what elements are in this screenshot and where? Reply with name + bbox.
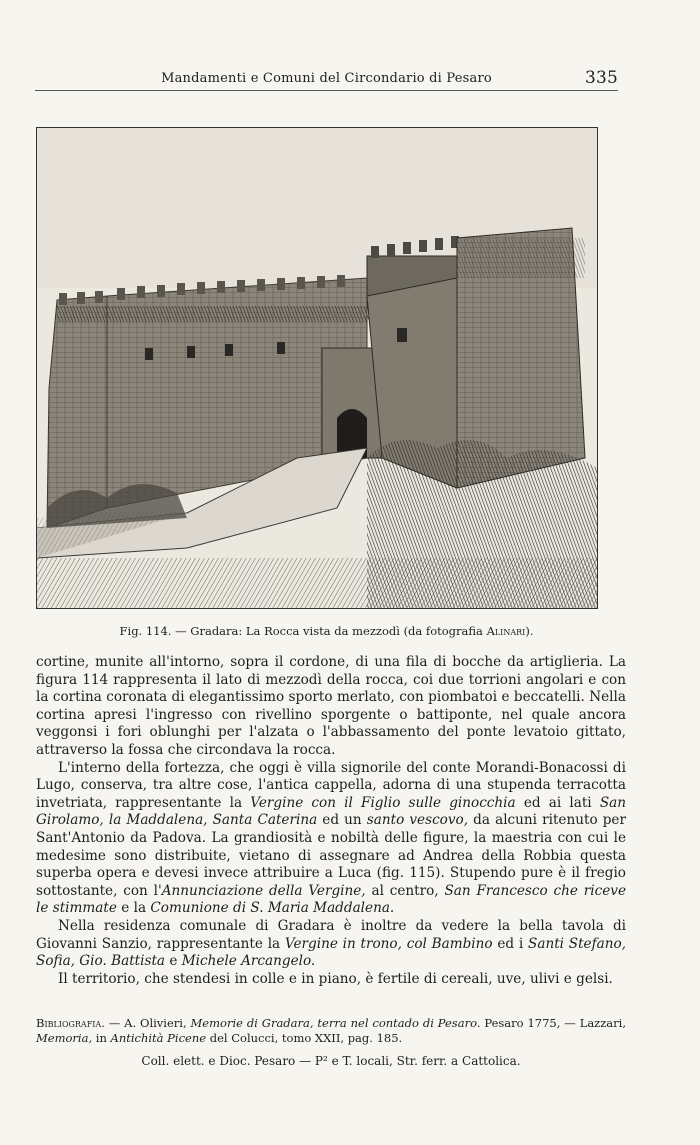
page-number: 335	[584, 68, 618, 88]
caption-suffix: ).	[525, 624, 534, 638]
biblio-text-b: Pesaro 1775, — Lazzari,	[480, 1016, 626, 1030]
p3-italic-b: Santi Stefano, Sofia, Gio. Battista	[36, 935, 627, 970]
biblio-text-a: — A. Olivieri,	[104, 1016, 191, 1030]
biblio-text-d: del Colucci, tomo XXII, pag. 185.	[206, 1031, 403, 1045]
paragraph-1: cortine, munite all'intorno, sopra il cordone, di una fila di bocche da artiglieria. La figura 114 rappresenta il lato di mezzodì della rocca, coi due torrioni angolari e con la cortina coronata di elegantissimo sporto merlato, con piombatoi e beccatelli. Nella cortina apresi l'ingresso con rivellino sporgente o battiponte, nel quale ancora veggonsi i fori oblunghi per l'alzata o l'abbassamento del ponte levatoio gittato, attraverso la fossa che circondava la rocca.	[36, 654, 626, 758]
p2-italic-a: Vergine con il Figlio sulle ginocchia	[250, 794, 516, 811]
bibliography	[36, 1016, 626, 1046]
p2-italic-c: santo vescovo,	[366, 812, 469, 829]
figure-caption	[35, 624, 618, 638]
bibliography-label: Bibliografia.	[36, 1016, 105, 1030]
p2-text-b: ed ai lati	[515, 794, 600, 811]
caption-credit: Alinari	[486, 624, 526, 638]
running-title: Mandamenti e Comuni del Circondario di Pesaro	[161, 71, 492, 86]
biblio-italic-b: Memoria,	[36, 1031, 93, 1045]
machicolations	[57, 306, 377, 322]
p3-italic-c: Michele Arcangelo.	[181, 953, 316, 970]
administrative-note: Coll. elett. e Dioc. Pesaro — P² e T. locali, Str. ferr. a Cattolica.	[141, 1054, 521, 1068]
biblio-italic-c: Antichità Picene	[110, 1031, 207, 1045]
p2-italic-f: Comunione di S. Maria Maddalena.	[150, 900, 395, 917]
paragraph-4: Il territorio, che stendesi in colle e in piano, è fertile di cereali, uve, ulivi e gelsi.	[58, 970, 613, 987]
p2-italic-d: Annunciazione della Vergine,	[161, 882, 366, 899]
running-header	[35, 68, 618, 91]
ground	[37, 558, 597, 608]
p2-text-d: da alcuni ritenuto per Sant'Antonio da Padova. La grandiosità e nobiltà delle figure, la maestria con cui le medesime sono distribuite, vietano di assegnare ad Andrea della Robbia questa superba opera e devesi invece attribuire a Luca (fig. 115). Stupendo pure è il fregio sottostante, con l'	[36, 812, 626, 899]
paragraph-2	[36, 760, 626, 918]
biblio-text-c: in	[92, 1031, 111, 1045]
caption-text: Fig. 114. — Gradara: La Rocca vista da mezzodì (da fotografia	[119, 624, 487, 638]
p2-text-f: e la	[116, 900, 151, 917]
p2-italic-e: San Francesco che riceve le stimmate	[36, 882, 627, 917]
biblio-italic-a: Memorie di Gradara, terra nel contado di Pesaro.	[190, 1016, 481, 1030]
p3-text-b: ed i	[492, 935, 529, 952]
p3-text-a: Nella residenza comunale di Gradara è inoltre da vedere la bella tavola di Giovanni Sanzio, rappresentante la	[36, 917, 626, 952]
p3-text-c: e	[165, 953, 182, 970]
body-text	[36, 654, 626, 988]
p2-text-a: L'interno della fortezza, che oggi è villa signorile del conte Morandi-Bonacossi di Lugo, conserva, tra altre cose, l'antica cappella, adorna di una stupenda terracotta invetriata, rappresentante la	[36, 759, 626, 811]
paragraph-3	[36, 918, 626, 971]
rocca-illustration	[37, 128, 597, 608]
p2-text-e: al centro,	[365, 882, 445, 899]
castle-engraving	[36, 127, 598, 609]
p3-italic-a: Vergine in trono, col Bambino	[284, 935, 493, 952]
p2-italic-b: San Girolamo, la Maddalena, Santa Caterina	[36, 794, 627, 829]
p2-text-c: ed un	[317, 812, 367, 829]
